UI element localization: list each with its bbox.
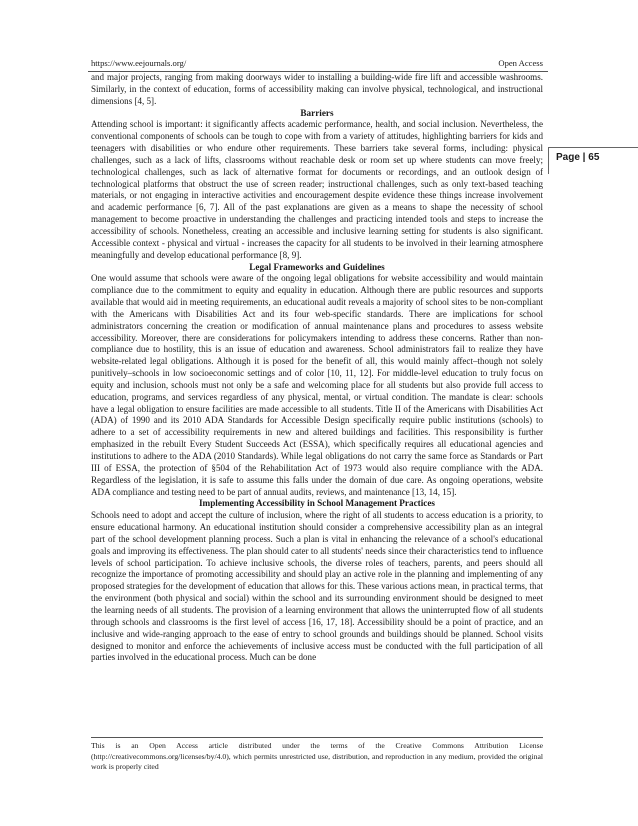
heading-legal-frameworks: Legal Frameworks and Guidelines [249,261,385,272]
page-number: Page | 65 [556,152,600,163]
paragraph-implementing-accessibility: Schools need to adopt and accept the culture of inclusion, where the right of all students to access education is a priority, to ensure educational harmony. An educational institution should consider a comprehensive accessibility plan as an integral part of the school development planning process. Such a plan is vital in enhancing the relevance of a school's educational goals and improving its effectiveness. The plan should cater to all students' needs since their characteristics tend to influence levels of school participation. To achieve inclusive schools, the diverse roles of teachers, parents, and peers should all recognize the importance of promoting accessibility and should play an active role in the planning and implementing of any proposed strategies for the development of education that allows for this. These various actions mean, in practical terms, that the environment (both physical and social) within the school and its surrounding environment should be designed to meet the learning needs of all students. The provision of a learning environment that allows the uninterrupted flow of all students through schools and classrooms is the first level of access [16, 17, 18]. Accessibility should be a point of practice, and an inclusive and wide-ranging approach to the ease of entry to school grounds and buildings should be planned. School visits designed to monitor and enforce the achievements of inclusive access must be conducted with the full participation of all parties involved in the educational process. Much can be done [91,510,543,663]
heading-implementing-accessibility: Implementing Accessibility in School Management Practices [198,498,436,509]
paragraph-barriers: Attending school is important: it significantly affects academic performance, health, and social inclusion. Nevertheless, the conventional components of schools can be tough to cope with from a variety of attitudes, highlighting barriers for kids and teenagers with disabilities or who endure other requirements. These barriers take several forms, including: physical challenges, such as a lack of lifts, classrooms without reachable desk or room set up where students can move freely; technological challenges, such as lack of alternative format for documents or recordings, and an outlook design of technological platforms that obstruct the use of screen reader; instructional challenges, such as only text-based teaching materials, or not engaging in interactive activities and encouragement despite evidence these things increase involvement and academic performance [6, 7]. All of the past explanations are given as a means to shape the necessity of school management to become proactive in understanding the challenges and practicing intended tools and steps to increase the accessibility of schools. Nonetheless, creating an accessible and inclusive learning setting for students is also significant. Accessible context - physical and virtual - increases the capacity for all students to be involved in their learning atmosphere meaningfully and develop educational performance [8, 9]. [91,119,543,260]
license-footer: This is an Open Access article distributed under the terms of the Creative Commons Attribution License (http://creativecommons.org/licenses/by/4.0), which permits unrestricted use, distribution, and reproduction in any medium, provided the original work is properly cited [91,741,543,772]
sidebar-vertical-divider [548,147,549,174]
heading-barriers: Barriers [300,107,334,118]
sidebar-divider [548,147,638,148]
article-body [91,72,543,664]
paragraph-intro: and major projects, ranging from making doorways wider to installing a building-wide fire lift and accessible washrooms. Similarly, in the context of education, forms of accessibility making can involve physical, technological, and instructional dimensions [4, 5]. [91,72,543,106]
footer-divider [91,737,543,738]
journal-url[interactable]: https://www.eejournals.org/ [91,58,187,68]
page-header [91,58,543,68]
open-access-label: Open Access [498,58,543,68]
paragraph-legal-frameworks: One would assume that schools were aware of the ongoing legal obligations for website accessibility and would maintain compliance due to the commitment to equity and equality in education. Although there are public resources and supports available that would aid in meeting requirements, an educational audit reveals a majority of school sites to be non-compliant with the Americans with Disabilities Act and its four web-specific standards. There are implications for school administrators concerning the creation or modification of annual maintenance plans and procedures to assess website accessibility. Moreover, there are considerations for policymakers intending to address these concerns. Rather than non-compliance due to hostility, this is an issue of education and awareness. School administrators fail to realize they have website-related legal obligations. Although it is posed for the benefit of all, this would mainly affect–though not solely punitively–schools in low socioeconomic settings and of color [10, 11, 12]. For middle-level education to truly focus on equity and inclusion, schools must not only be a safe and welcoming place for all students but also provide full access to education, programs, and services regardless of any physical, mental, or virtual condition. The mandate is clear: schools have a legal obligation to ensure facilities are made accessible to all students. Title II of the Americans with Disabilities Act (ADA) of 1990 and its 2010 ADA Standards for Accessible Design specifically require public institutions (schools) to adhere to a set of accessibility requirements in new and altered buildings and facilities. This responsibility is further emphasized in the rebuilt Every Student Succeeds Act (ESSA), which specifically requires all educational agencies and institutions to adhere to the ADA (2010 Standards). While legal obligations do not carry the same force as Standards or Part III of ESSA, the protection of §504 of the Rehabilitation Act of 1973 would also require compliance with the ADA. Regardless of the legislation, it is safe to assume this falls under the domain of due care. As ongoing operations, website ADA compliance and testing need to be part of annual audits, reviews, and maintenance [13, 14, 15]. [91,273,543,497]
